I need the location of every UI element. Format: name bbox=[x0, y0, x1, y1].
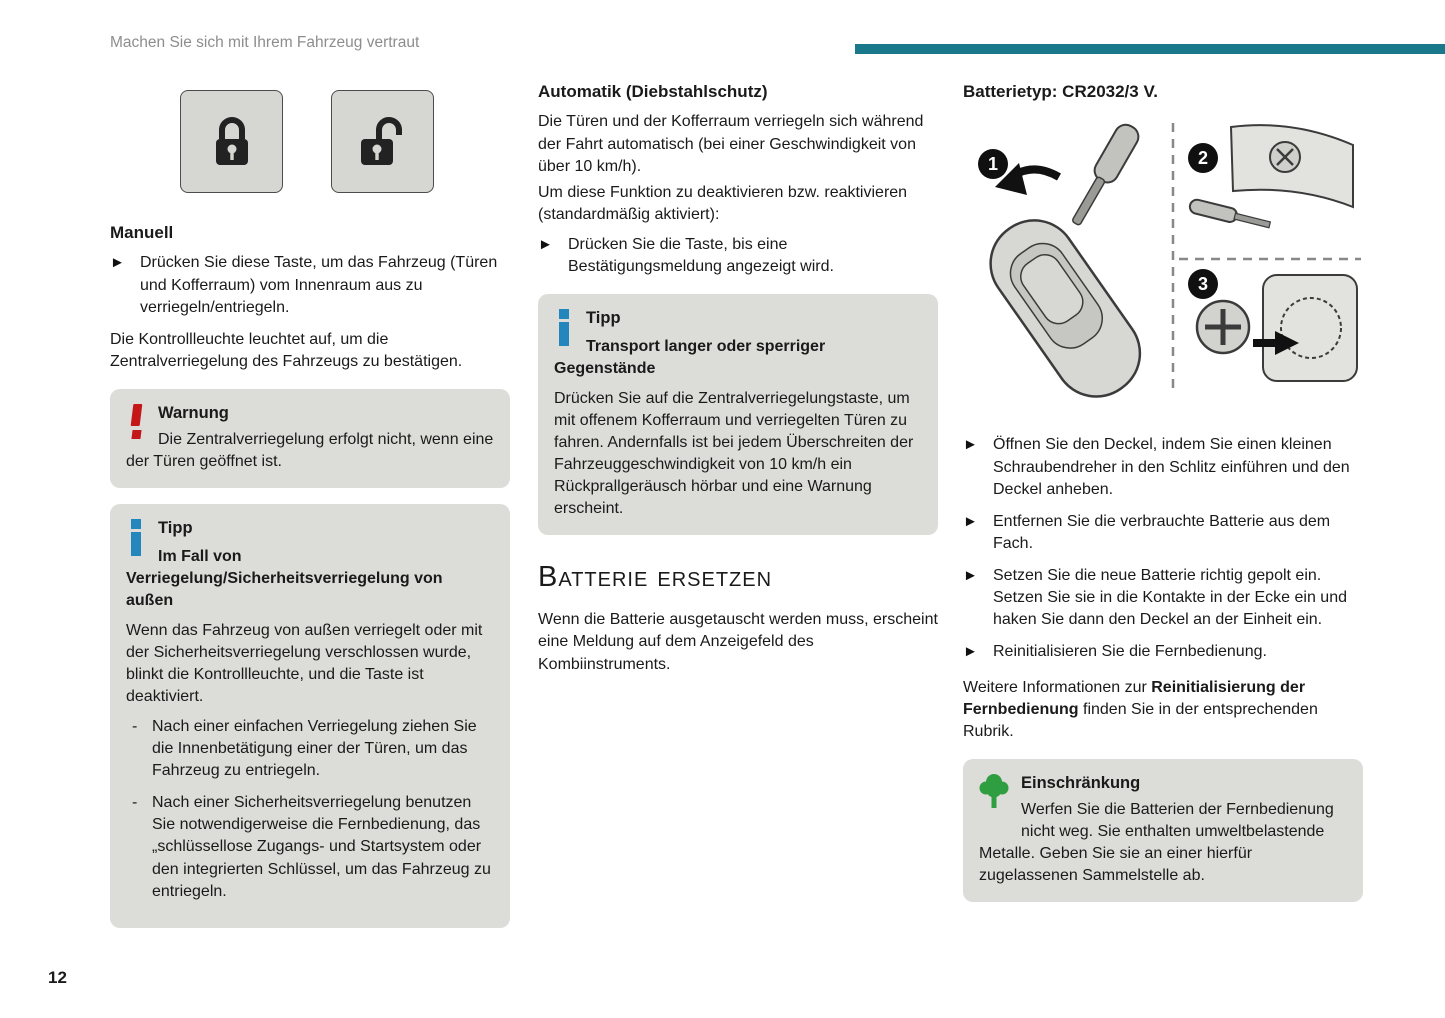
tip-text: Wenn das Fahrzeug von außen verriegelt oder mit der Sicherheitsverriegelung verschlossen wurde, blinkt die Kontrollleuchte, und die Taste ist deaktiviert. bbox=[126, 621, 483, 705]
note-bold-text: Reinitialisierung der Fernbedienung bbox=[963, 679, 1306, 719]
note-text: finden Sie in der entsprechenden Rubrik. bbox=[963, 701, 1318, 741]
open-padlock-icon bbox=[356, 113, 410, 171]
warning-box bbox=[110, 389, 510, 488]
body-paragraph: Wenn die Batterie ausgetauscht werden muss, erscheint eine Meldung auf dem Anzeigefeld des Kombiinstruments. bbox=[538, 611, 938, 673]
note-text: Weitere Informationen zur bbox=[963, 679, 1152, 697]
tip-list-item-text: Nach einer einfachen Verriegelung ziehen Sie die Innenbetätigung einer der Türen, um das Fahrzeug zu entriegeln. bbox=[152, 718, 477, 780]
bullet-arrow-icon: ► bbox=[963, 566, 978, 584]
warning-icon bbox=[126, 404, 146, 439]
dash-icon: - bbox=[132, 794, 138, 812]
body-paragraph: Die Türen und der Kofferraum verriegeln sich während der Fahrt automatisch (bei einer Geschwindigkeit von über 10 km/h). bbox=[538, 113, 924, 175]
battery-replacement-figure bbox=[963, 117, 1363, 412]
bullet-arrow-icon: ► bbox=[110, 254, 125, 272]
bullet-arrow-icon: ► bbox=[963, 436, 978, 454]
restriction-box bbox=[963, 759, 1363, 902]
bullet-arrow-icon: ► bbox=[963, 643, 978, 661]
tip-text: Drücken Sie auf die Zentralverriegelungstaste, um mit offenem Kofferraum und verriegelten Türen zu fahren. Andernfalls ist bei jedem Überschreiten der Fahrzeuggeschwindigkeit von 10 km/h ein Rückprallgeräusch hörbar und eine Warnung erscheint. bbox=[554, 389, 914, 518]
note-paragraph bbox=[963, 677, 1363, 743]
body-paragraph: Um diese Funktion zu deaktivieren bzw. reaktivieren (standardmäßig aktiviert): bbox=[538, 183, 908, 223]
tip-list-item-text: Nach einer Sicherheitsverriegelung benutzen Sie notwendigerweise die Fernbedienung, das „schlüssellose Zugangs- und Startsystem oder den integrierten Schlüssel, um das Fahrzeug zu entriegeln. bbox=[152, 794, 491, 900]
info-icon bbox=[126, 519, 146, 556]
tip-subtitle: Im Fall von Verriegelung/Sicherheitsverriegelung von außen bbox=[126, 547, 443, 609]
bullet-text: Reinitialisieren Sie die Fernbedienung. bbox=[993, 643, 1267, 661]
bullet-text: Drücken Sie die Taste, bis eine Bestätigungsmeldung angezeigt wird. bbox=[568, 235, 834, 275]
figure-step-badge: 3 bbox=[1188, 269, 1218, 299]
instruction-bullet bbox=[963, 434, 1363, 500]
battery-type-heading: Batterietyp: CR2032/3 V. bbox=[963, 82, 1158, 101]
tip-title: Tipp bbox=[158, 518, 193, 537]
battery-section-title: Batterie ersetzen bbox=[538, 561, 773, 594]
bullet-arrow-icon: ► bbox=[963, 512, 978, 530]
tip-list-item bbox=[126, 792, 494, 902]
tip-subtitle: Transport langer oder sperriger Gegenstände bbox=[554, 337, 826, 377]
accent-bar bbox=[855, 44, 1445, 54]
tip-box-locking bbox=[110, 504, 510, 928]
page-header-breadcrumb: Machen Sie sich mit Ihrem Fahrzeug vertraut bbox=[110, 34, 420, 51]
instruction-bullet bbox=[963, 641, 1363, 663]
environment-tree-icon bbox=[979, 772, 1009, 817]
instruction-bullet bbox=[963, 511, 1363, 555]
instruction-bullet bbox=[110, 252, 510, 318]
key-fob-battery-illustration bbox=[963, 117, 1363, 412]
bullet-text: Setzen Sie die neue Batterie richtig gepolt ein. Setzen Sie sie in die Kontakte in der Ecke ein und haken Sie dann den Deckel an der Einheit ein. bbox=[993, 566, 1347, 628]
bullet-text: Entfernen Sie die verbrauchte Batterie aus dem Fach. bbox=[993, 512, 1331, 552]
dash-icon: - bbox=[132, 718, 138, 736]
bullet-arrow-icon: ► bbox=[538, 235, 553, 253]
tip-title: Tipp bbox=[586, 309, 621, 327]
bullet-text: Drücken Sie diese Taste, um das Fahrzeug (Türen und Kofferraum) vom Innenraum aus zu verriegeln/entriegeln. bbox=[140, 254, 498, 316]
column-left bbox=[110, 88, 510, 944]
figure-step-badge: 2 bbox=[1188, 143, 1218, 173]
bullet-text: Öffnen Sie den Deckel, indem Sie einen kleinen Schraubendreher in den Schlitz einführen und den Deckel anheben. bbox=[993, 436, 1350, 498]
warning-text: Die Zentralverriegelung erfolgt nicht, wenn eine der Türen geöffnet ist. bbox=[126, 430, 494, 470]
closed-padlock-icon bbox=[209, 113, 255, 171]
restriction-text: Werfen Sie die Batterien der Fernbedienung nicht weg. Sie enthalten umweltbelastende Metalle. Geben Sie sie an einer hierfür zugelassenen Sammelstelle ab. bbox=[979, 801, 1334, 885]
body-paragraph: Die Kontrollleuchte leuchtet auf, um die Zentralverriegelung des Fahrzeugs zu bestätigen. bbox=[110, 330, 463, 370]
battery-steps bbox=[963, 434, 1363, 663]
automatik-heading: Automatik (Diebstahlschutz) bbox=[538, 82, 768, 101]
page-number: 12 bbox=[48, 968, 67, 987]
tip-list-item bbox=[126, 716, 494, 782]
tip-box-transport bbox=[538, 294, 938, 535]
central-unlocking-button-box bbox=[331, 90, 434, 193]
figure-step-badge: 1 bbox=[978, 149, 1008, 179]
warning-title: Warnung bbox=[158, 403, 229, 422]
instruction-bullet bbox=[538, 234, 938, 278]
manuell-heading: Manuell bbox=[110, 223, 174, 242]
restriction-title: Einschränkung bbox=[1021, 774, 1141, 793]
column-middle bbox=[538, 80, 938, 680]
info-icon bbox=[554, 309, 574, 346]
column-right bbox=[963, 80, 1363, 918]
lock-icon-row bbox=[180, 90, 510, 193]
central-locking-button-box bbox=[180, 90, 283, 193]
instruction-bullet bbox=[963, 565, 1363, 631]
